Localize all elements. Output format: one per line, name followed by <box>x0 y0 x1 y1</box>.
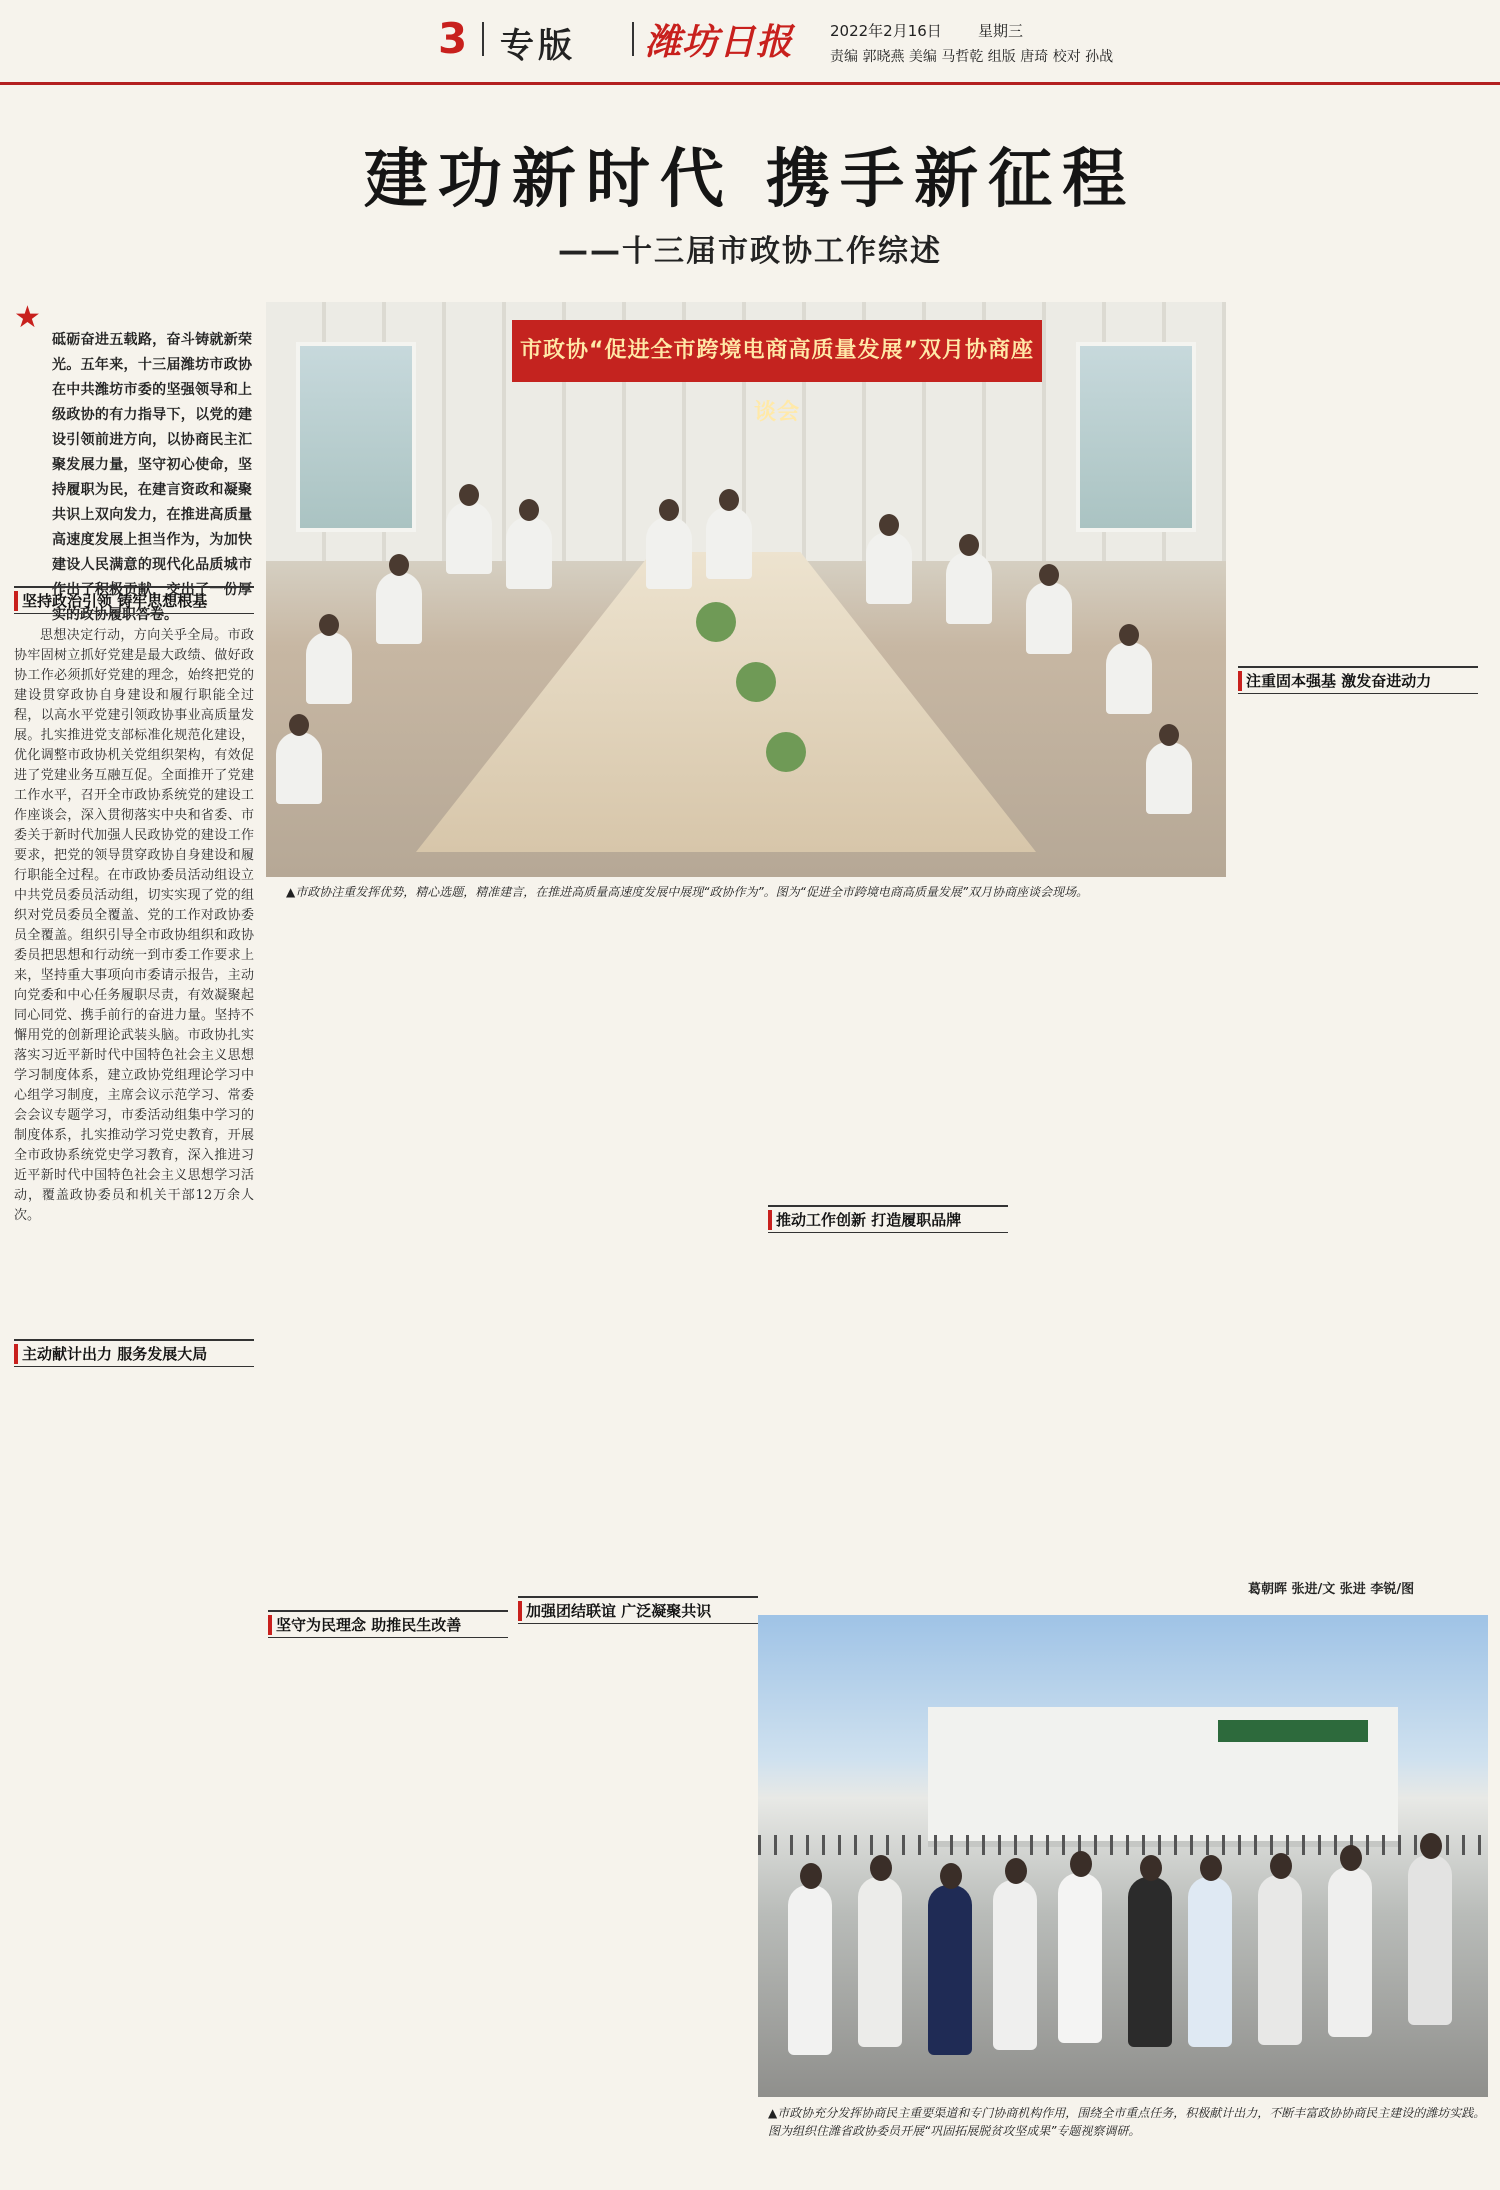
table-plant <box>766 732 806 772</box>
masthead-divider <box>482 22 484 56</box>
attendee <box>376 572 422 644</box>
visitor <box>1188 1877 1232 2047</box>
attendee <box>1106 642 1152 714</box>
photo-window <box>1076 342 1196 532</box>
star-icon: ★ <box>14 300 41 335</box>
visitor <box>788 1885 832 2055</box>
attendee <box>646 517 692 589</box>
section-name: 专版 <box>500 26 576 66</box>
visitor <box>1058 1873 1102 2043</box>
section-head: 坚守为民理念 助推民生改善 <box>268 1610 508 1638</box>
section-head: 坚持政治引领 铸牢思想根基 <box>14 586 254 614</box>
visitor <box>1258 1875 1302 2045</box>
masthead <box>0 0 1500 80</box>
attendee <box>446 502 492 574</box>
attendee <box>506 517 552 589</box>
lead-paragraph: 砥砺奋进五载路，奋斗铸就新荣光。五年来，十三届潍坊市政协在中共潍坊市委的坚强领导和上级政协的有力指导下，以党的建设引领前进方向，以协商民主汇聚发展力量，坚守初心使命，坚持履职为民，在建言资政和凝聚共识上双向发力，在推进高质量高速度发展上担当作为，为加快建设人民满意的现代化品质城市作出了积极贡献，交出了一份厚实的政协履职答卷。 <box>52 332 252 623</box>
attendee <box>866 532 912 604</box>
table-plant <box>736 662 776 702</box>
section-head: 主动献计出力 服务发展大局 <box>14 1339 254 1367</box>
visitor <box>1328 1867 1372 2037</box>
meeting-table <box>416 552 1036 852</box>
main-headline: 建功新时代 携手新征程 <box>363 142 1137 217</box>
attendee <box>706 507 752 579</box>
publication-date: 2022年2月16日 <box>830 22 942 40</box>
table-plant <box>696 602 736 642</box>
newspaper-name: 潍坊日报 <box>645 21 794 63</box>
article-column <box>14 626 254 1326</box>
page-number: 3 <box>438 14 468 63</box>
publication-weekday: 星期三 <box>978 22 1024 40</box>
byline: 葛朝晖 张进/文 张进 李锐/图 <box>1248 1582 1415 1597</box>
visitor <box>1128 1877 1172 2047</box>
visitor <box>1408 1855 1452 2025</box>
attendee <box>946 552 992 624</box>
article-paragraph: 思想决定行动，方向关乎全局。市政协牢固树立抓好党建是最大政绩、做好政协工作必须抓好党建的理念，始终把党的建设贯穿政协自身建设和履行职能全过程，以高水平党建引领政协事业高质量发展。扎实推进党支部标准化规范化建设，优化调整市政协机关党组织架构，有效促进了党建业务互融互促。全面推开了党建工作水平，召开全市政协系统党的建设工作座谈会，深入贯彻落实中央和省委、市委关于新时代加强人民政协党的建设工作要求，把党的领导贯穿政协自身建设和履行职能全过程。在市政协委员活动组设立中共党员委员活动组，切实实现了党的组织对党员委员全覆盖、党的工作对政协委员全覆盖。组织引导全市政协组织和政协委员把思想和行动统一到市委工作要求上来，坚持重大事项向市委请示报告，主动向党委和中心任务履职尽责，有效凝聚起同心同党、携手前行的奋进力量。坚持不懈用党的创新理论武装头脑。市政协扎实落实习近平新时代中国特色社会主义思想学习制度体系，建立政协党组理论学习中心组学习制度，主席会议示范学习、常委会会议专题学习，市委活动组集中学习的制度体系，扎实推动学习党史教育，开展全市政协系统党史学习教育，深入推进习近平新时代中国特色社会主义思想学习活动，覆盖政协委员和机关干部12万余人次。 <box>14 628 254 1223</box>
visitor <box>928 1885 972 2055</box>
photo-window <box>296 342 416 532</box>
photo-caption: ▲市政协充分发挥协商民主重要渠道和专门协商机构作用，围绕全市重点任务，积极献计出力，不断丰富政协协商民主建设的潍坊实践。图为组织住潍省政协委员开展“巩固拓展脱贫攻坚成果”专题视察调研。 <box>768 2106 1486 2138</box>
attendee <box>276 732 322 804</box>
attendee <box>306 632 352 704</box>
attendee <box>1026 582 1072 654</box>
photo-fence <box>758 1835 1488 1855</box>
photo-caption: ▲市政协注重发挥优势，精心选题，精准建言，在推进高质量高速度发展中展现“政协作为”。图为“促进全市跨境电商高质量发展”双月协商座谈会现场。 <box>286 885 1089 899</box>
visitor <box>993 1880 1037 2050</box>
photo-building-sign <box>1218 1720 1368 1742</box>
masthead-divider <box>632 22 634 56</box>
meeting-banner: 市政协“促进全市跨境电商高质量发展”双月协商座谈会 <box>512 320 1042 382</box>
sub-headline: ——十三届市政协工作综述 <box>558 234 942 269</box>
visitor <box>858 1877 902 2047</box>
section-head: 推动工作创新 打造履职品牌 <box>768 1205 1008 1233</box>
attendee <box>1146 742 1192 814</box>
field-visit-photo <box>758 1615 1488 2097</box>
masthead-rule <box>0 82 1500 85</box>
section-head: 加强团结联谊 广泛凝聚共识 <box>518 1596 758 1624</box>
section-head: 注重固本强基 激发奋进动力 <box>1238 666 1478 694</box>
meeting-photo <box>266 302 1226 877</box>
editorial-credits: 责编 郭晓燕 美编 马哲乾 组版 唐琦 校对 孙战 <box>830 49 1114 65</box>
